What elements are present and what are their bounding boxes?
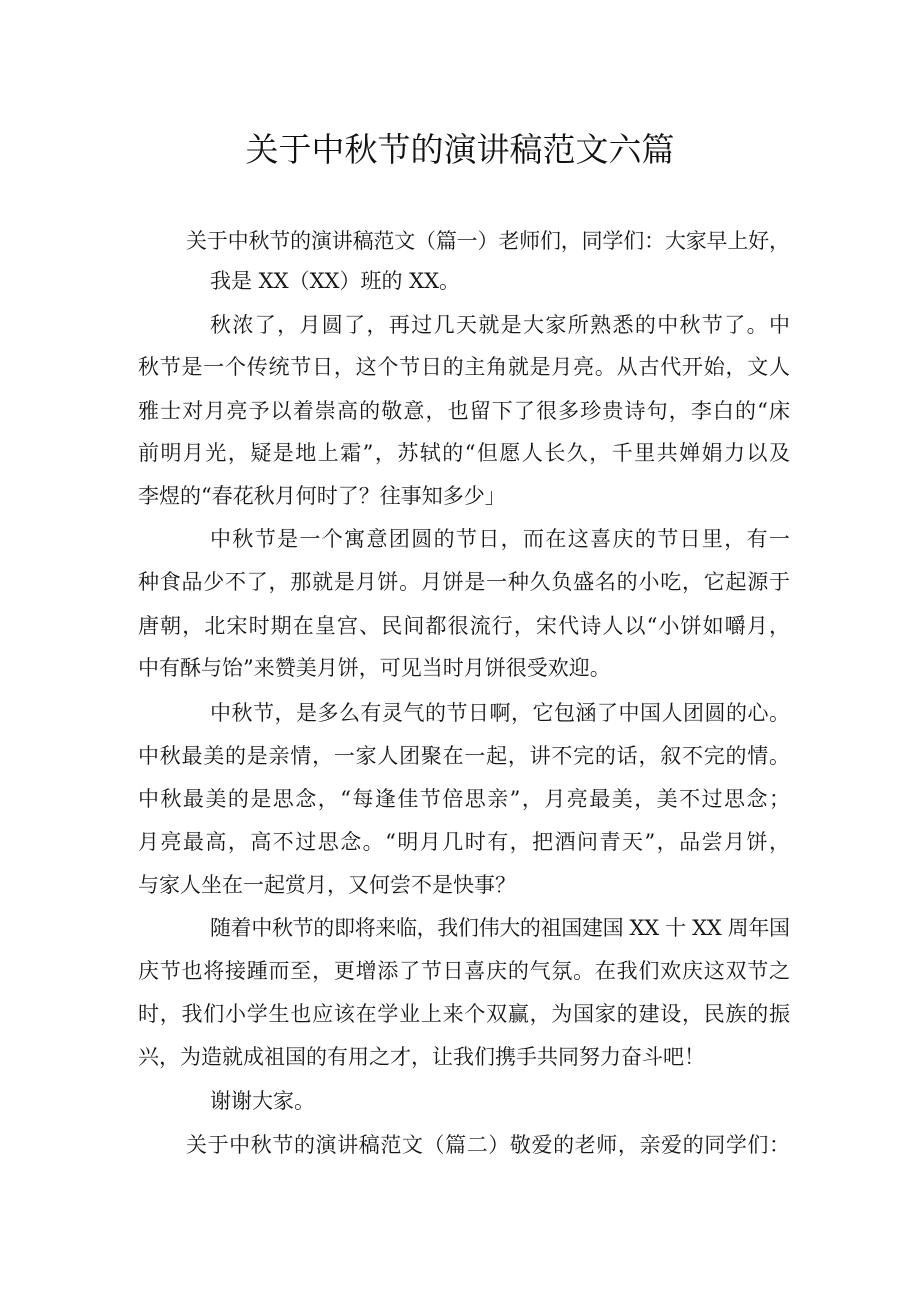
paragraph-line: 关于中秋节的演讲稿范文（篇二）敬爱的老师，亲爱的同学们： [186,1133,791,1157]
paragraph-line: 李煜的“春花秋月何时了？往事知多少」 [138,484,506,508]
paragraph-line: 关于中秋节的演讲稿范文（篇一）老师们，同学们：大家早上好， [186,229,790,253]
paragraph-line: 时，我们小学生也应该在学业上来个双赢，为国家的建设，民族的振 [138,1002,791,1026]
paragraph-line: 与家人坐在一起赏月，又何尝不是快事？ [138,873,516,897]
paragraph-line: 种食品少不了，那就是月饼。月饼是一种久负盛名的小吃，它起源于 [138,570,791,594]
paragraph-line: 我是 XX（XX）班的 XX。 [210,269,461,293]
paragraph-line: 随着中秋节的即将来临，我们伟大的祖国建国 XX 十 XX 周年国 [210,916,790,940]
paragraph-line: 前明月光，疑是地上霜”，苏轼的“但愿人长久，千里共婵娟力以及 [138,441,792,465]
paragraph-line: 中秋节，是多么有灵气的节日啊，它包涵了中国人团圆的心。 [210,701,791,725]
paragraph-line: 兴，为造就成祖国的有用之才，让我们携手共同努力奋斗吧！ [138,1045,705,1069]
paragraph-line: 中秋最美的是思念，“每逢佳节倍思亲”，月亮最美，美不过思念； [138,787,792,811]
paragraph-line: 中秋节是一个寓意团圆的节日，而在这喜庆的节日里，有一 [210,527,792,551]
document-title: 关于中秋节的演讲稿范文六篇 [245,130,675,169]
paragraph-line: 雅士对月亮予以着崇高的敬意，也留下了很多珍贵诗句，李白的“床 [138,399,792,423]
paragraph-line: 庆节也将接踵而至，更增添了节日喜庆的气氛。在我们欢庆这双节之 [138,959,791,983]
paragraph-line: 月亮最高，高不过思念。“明月几时有，把酒问青天”，品尝月饼， [138,830,792,854]
paragraph-line: 谢谢大家。 [210,1089,315,1113]
paragraph-line: 秋浓了，月圆了，再过几天就是大家所熟悉的中秋节了。中 [210,313,792,337]
paragraph-line: 中秋最美的是亲情，一家人团聚在一起，讲不完的话，叙不完的情。 [138,744,791,768]
paragraph-line: 中有酥与饴”来赞美月饼，可见当时月饼很受欢迎。 [138,656,611,680]
paragraph-line: 唐朝，北宋时期在皇宫、民间都很流行，宋代诗人以“小饼如嚼月， [138,614,792,638]
paragraph-line: 秋节是一个传统节日，这个节日的主角就是月亮。从古代开始，文人 [138,355,791,379]
